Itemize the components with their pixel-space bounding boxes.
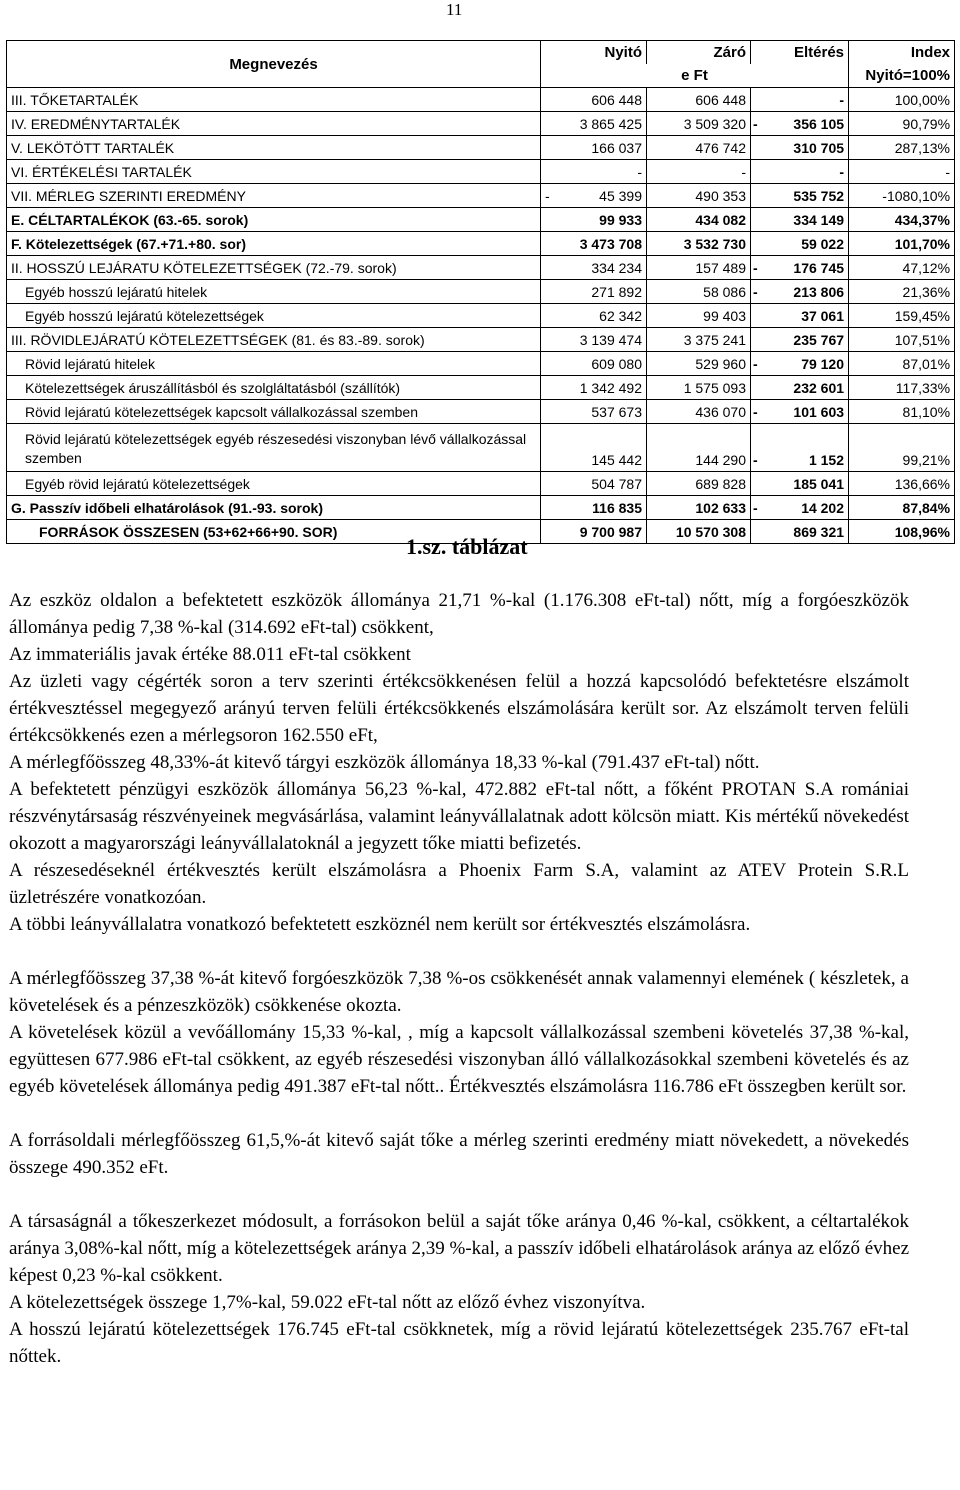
paragraph: A hosszú lejáratú kötelezettségek 176.745 eFt-tal csökknetek, míg a rövid lejáratú kötelezettségek 235.767 eFt-tal nőttek. [9, 1319, 909, 1367]
table-row [7, 88, 955, 112]
table-header-row [7, 41, 955, 65]
row-label: III. RÖVIDLEJÁRATÚ KÖTELEZETTSÉGEK (81. és 83.-89. sorok) [7, 328, 541, 352]
table-row [7, 280, 955, 304]
cell-open: 609 080 [541, 352, 647, 376]
cell-close: 157 489 [647, 256, 751, 280]
row-label: III. TŐKETARTALÉK [7, 88, 541, 112]
cell-open: 504 787 [541, 472, 647, 496]
cell-close: 1 575 093 [647, 376, 751, 400]
table-row [7, 424, 955, 472]
cell-open: 537 673 [541, 400, 647, 424]
header-unit: e Ft [541, 64, 849, 88]
table-caption: 1.sz. táblázat [406, 534, 528, 559]
cell-open: 3 865 425 [541, 112, 647, 136]
cell-diff-sign: - [751, 112, 769, 136]
cell-index: - [849, 160, 955, 184]
cell-close: - [647, 160, 751, 184]
cell-close: 3 509 320 [647, 112, 751, 136]
cell-open: 1 342 492 [541, 376, 647, 400]
row-label: V. LEKÖTÖTT TARTALÉK [7, 136, 541, 160]
cell-index: 287,13% [849, 136, 955, 160]
cell-open-value: 45 399 [599, 187, 642, 204]
cell-open: 3 139 474 [541, 328, 647, 352]
row-label: Rövid lejáratú kötelezettségek kapcsolt vállalkozással szemben [7, 400, 541, 424]
table-row [7, 160, 955, 184]
cell-close: 10 570 308 [647, 520, 751, 544]
header-open: Nyitó [541, 41, 647, 65]
paragraph: A kötelezettségek összege 1,7%-kal, 59.022 eFt-tal nőtt az előző évhez viszonyítva. [9, 1292, 646, 1313]
header-index: Index [849, 41, 955, 65]
row-label: Egyéb hosszú lejáratú hitelek [7, 280, 541, 304]
cell-index: 136,66% [849, 472, 955, 496]
table-row [7, 208, 955, 232]
table-row [7, 184, 955, 208]
cell-diff: - [769, 88, 849, 112]
cell-close: 490 353 [647, 184, 751, 208]
cell-close: 102 633 [647, 496, 751, 520]
cell-diff: 356 105 [769, 112, 849, 136]
cell-index: 101,70% [849, 232, 955, 256]
balance-table [6, 40, 955, 544]
cell-diff-sign: - [751, 424, 769, 472]
cell-diff-sign [751, 208, 769, 232]
cell-open: 334 234 [541, 256, 647, 280]
row-label: VI. ÉRTÉKELÉSI TARTALÉK [7, 160, 541, 184]
table-row [7, 352, 955, 376]
cell-close: 144 290 [647, 424, 751, 472]
cell-diff-sign: - [751, 352, 769, 376]
row-label: Rövid lejáratú kötelezettségek egyéb részesedési viszonyban lévő vállalkozással szemben [7, 424, 541, 472]
row-label: Kötelezettségek áruszállításból és szolgláltatásból (szállítók) [7, 376, 541, 400]
row-label: Egyéb rövid lejáratú kötelezettségek [7, 472, 541, 496]
paragraph: A többi leányvállalatra vonatkozó befektetett eszköznél nem került sor értékvesztés elszámolásra. [9, 914, 751, 935]
cell-diff-sign [751, 160, 769, 184]
row-label: Egyéb hosszú lejáratú kötelezettségek [7, 304, 541, 328]
row-label: G. Passzív időbeli elhatárolások (91.-93. sorok) [7, 496, 541, 520]
row-label: Rövid lejáratú hitelek [7, 352, 541, 376]
cell-diff: 334 149 [769, 208, 849, 232]
table-row [7, 496, 955, 520]
cell-diff: 213 806 [769, 280, 849, 304]
cell-close: 3 532 730 [647, 232, 751, 256]
cell-open: 166 037 [541, 136, 647, 160]
table-row [7, 328, 955, 352]
cell-diff: 232 601 [769, 376, 849, 400]
cell-diff: 176 745 [769, 256, 849, 280]
body-text [9, 587, 909, 1370]
row-label: II. HOSSZÚ LEJÁRATU KÖTELEZETTSÉGEK (72.-79. sorok) [7, 256, 541, 280]
cell-diff-sign [751, 88, 769, 112]
row-label: FORRÁSOK ÖSSZESEN (53+62+66+90. SOR) [7, 520, 541, 544]
cell-index: 87,01% [849, 352, 955, 376]
cell-index: 99,21% [849, 424, 955, 472]
row-label: IV. EREDMÉNYTARTALÉK [7, 112, 541, 136]
cell-index: 47,12% [849, 256, 955, 280]
row-label: F. Kötelezettségek (67.+71.+80. sor) [7, 232, 541, 256]
cell-diff-sign [751, 184, 769, 208]
table-row [7, 376, 955, 400]
cell-diff: 310 705 [769, 136, 849, 160]
cell-diff: 185 041 [769, 472, 849, 496]
cell-open: 62 342 [541, 304, 647, 328]
cell-diff: 535 752 [769, 184, 849, 208]
paragraph: A befektetett pénzügyi eszközök állománya 56,23 %-kal, 472.882 eFt-tal nőtt, a főként PROTAN S.A romániai részvénytársaság részvényeinek megvásárlása, valamint leányvállalatnak adott kölcsön miatt. Kis mértékű növekedést okozott a magyarországi leányvállalatoknál a jegyzett tőke miatti befizetés. [9, 779, 909, 854]
cell-diff: 235 767 [769, 328, 849, 352]
cell-diff-sign [751, 328, 769, 352]
cell-close: 606 448 [647, 88, 751, 112]
header-name: Megnevezés [7, 41, 541, 88]
cell-index: 81,10% [849, 400, 955, 424]
cell-index: 90,79% [849, 112, 955, 136]
cell-diff-sign: - [751, 280, 769, 304]
cell-open: 116 835 [541, 496, 647, 520]
paragraph: Az immateriális javak értéke 88.011 eFt-tal csökkent [9, 644, 411, 665]
cell-index: 107,51% [849, 328, 955, 352]
header-diff: Eltérés [751, 41, 849, 65]
paragraph: A részesedéseknél értékvesztés került elszámolásra a Phoenix Farm S.A, valamint az ATEV Protein S.R.L üzletrészére vonatkozóan. [9, 860, 909, 908]
paragraph: A forrásoldali mérlegfőösszeg 61,5,%-át kitevő saját tőke a mérleg szerinti eredmény miatt növekedett, a növekedés összege 490.352 eFt. [9, 1130, 909, 1178]
cell-open: 9 700 987 [541, 520, 647, 544]
cell-diff-sign: - [751, 400, 769, 424]
table-row [7, 400, 955, 424]
paragraph: A mérlegfőösszeg 37,38 %-át kitevő forgóeszközök 7,38 %-os csökkenését annak valamennyi elemének ( készletek, a követelések és a pénzeszközök) csökkenése okozta. [9, 968, 909, 1016]
cell-diff-sign [751, 232, 769, 256]
cell-diff: 37 061 [769, 304, 849, 328]
cell-diff-sign [751, 304, 769, 328]
cell-diff-sign [751, 136, 769, 160]
cell-diff: 1 152 [769, 424, 849, 472]
cell-close: 529 960 [647, 352, 751, 376]
cell-diff-sign [751, 472, 769, 496]
row-label: E. CÉLTARTALÉKOK (63.-65. sorok) [7, 208, 541, 232]
cell-open-sign: - [545, 187, 550, 204]
cell-index: 434,37% [849, 208, 955, 232]
table-row [7, 304, 955, 328]
cell-index: 87,84% [849, 496, 955, 520]
paragraph: A mérlegfőösszeg 48,33%-át kitevő tárgyi eszközök állománya 18,33 %-kal (791.437 eFt-tal) nőtt. [9, 752, 760, 773]
cell-diff: 14 202 [769, 496, 849, 520]
cell-close: 434 082 [647, 208, 751, 232]
page-number: 11 [446, 0, 463, 19]
cell-close: 3 375 241 [647, 328, 751, 352]
cell-index: 100,00% [849, 88, 955, 112]
cell-close: 58 086 [647, 280, 751, 304]
cell-diff-sign [751, 520, 769, 544]
header-close: Záró [647, 41, 751, 65]
cell-open: 606 448 [541, 88, 647, 112]
table-row [7, 232, 955, 256]
row-label: VII. MÉRLEG SZERINTI EREDMÉNY [7, 184, 541, 208]
header-index-base: Nyitó=100% [849, 64, 955, 88]
cell-index: 159,45% [849, 304, 955, 328]
cell-diff-sign: - [751, 256, 769, 280]
cell-close: 689 828 [647, 472, 751, 496]
cell-open: 99 933 [541, 208, 647, 232]
cell-open: 271 892 [541, 280, 647, 304]
cell-open: 3 473 708 [541, 232, 647, 256]
cell-diff: 79 120 [769, 352, 849, 376]
cell-diff: 101 603 [769, 400, 849, 424]
paragraph: A társaságnál a tőkeszerkezet módosult, a forrásokon belül a saját tőke aránya 0,46 %-kal, csökkent, a céltartalékok aránya 3,08%-kal nőtt, míg a kötelezettségek aránya 2,39 %-kal, a passzív időbeli elhatárolások aránya az előző évhez képest 0,23 %-kal csökkent. [9, 1211, 910, 1286]
cell-close: 99 403 [647, 304, 751, 328]
paragraph: Az eszköz oldalon a befektetett eszközök állománya 21,71 %-kal (1.176.308 eFt-tal) nőtt, míg a forgóeszközök állománya pedig 7,38 %-kal (314.692 eFt-tal) csökkent, [9, 590, 909, 638]
cell-diff: 59 022 [769, 232, 849, 256]
cell-index: 117,33% [849, 376, 955, 400]
cell-diff: - [769, 160, 849, 184]
table-row [7, 112, 955, 136]
cell-diff: 869 321 [769, 520, 849, 544]
cell-close: 436 070 [647, 400, 751, 424]
cell-diff-sign: - [751, 496, 769, 520]
cell-index: 108,96% [849, 520, 955, 544]
cell-index: -1080,10% [849, 184, 955, 208]
paragraph: Az üzleti vagy cégérték soron a terv szerinti értékcsökkenésen felül a hozzá kapcsolódó befektetésre elszámolt értékvesztéssel megegyező arányú terven felüli értékcsökkenés elszámolására került sor. Az elszámolt terven felüli értékcsökkenés ezen a mérlegsoron 162.550 eFt, [9, 671, 909, 746]
cell-open: 145 442 [541, 424, 647, 472]
table-row [7, 256, 955, 280]
paragraph: A követelések közül a vevőállomány 15,33 %-kal, , míg a kapcsolt vállalkozással szembeni követelés 37,38 %-kal, együttesen 677.986 eFt-tal csökkent, az egyéb részesedési viszonyban álló vállalkozásokkal szembeni követelés és az egyéb követelések állománya pedig 491.387 eFt-tal nőtt.. Értékvesztés elszámolásra 116.786 eFt összegben került sor. [9, 1022, 909, 1097]
cell-close: 476 742 [647, 136, 751, 160]
cell-diff-sign [751, 376, 769, 400]
table-row [7, 472, 955, 496]
cell-index: 21,36% [849, 280, 955, 304]
cell-open: - [541, 160, 647, 184]
cell-open [541, 184, 647, 208]
table-row [7, 136, 955, 160]
